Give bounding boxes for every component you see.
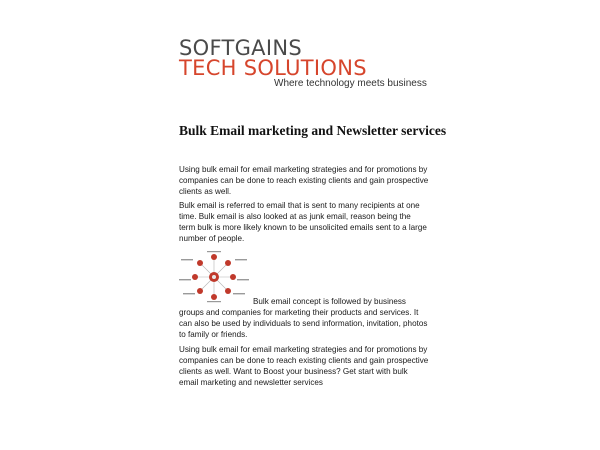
paragraph-1: Using bulk email for email marketing strategies and for promotions by companies can be done to reach existing clients and gain prospective clients as well. bbox=[179, 165, 429, 196]
logo-line-tech-solutions: TECH SOLUTIONS bbox=[179, 56, 367, 80]
paragraph-3 bbox=[179, 296, 429, 340]
logo-tagline: Where technology meets business bbox=[274, 78, 427, 89]
paragraph-4: Using bulk email for email marketing strategies and for promotions by companies can be done to reach existing clients and gain prospective clients as well. Want to Boost your business? Get start with bulk email marketing and newsletter services bbox=[179, 345, 429, 387]
page-title: Bulk Email marketing and Newsletter services bbox=[179, 123, 447, 138]
paragraph-2: Bulk email is referred to email that is sent to many recipients at one time. Bulk email is also looked at as junk email, reason being the term bulk is more likely known to be unsolicited emails sent to a large number of people. bbox=[179, 201, 427, 243]
paragraph-3-text: Bulk email concept is followed by business groups and companies for marketing their products and services. It can also be used by individuals to send information, invitation, photos to family or friends. bbox=[179, 297, 428, 339]
company-logo bbox=[179, 37, 425, 91]
logo-line-softgains: SOFTGAINS bbox=[179, 36, 302, 60]
